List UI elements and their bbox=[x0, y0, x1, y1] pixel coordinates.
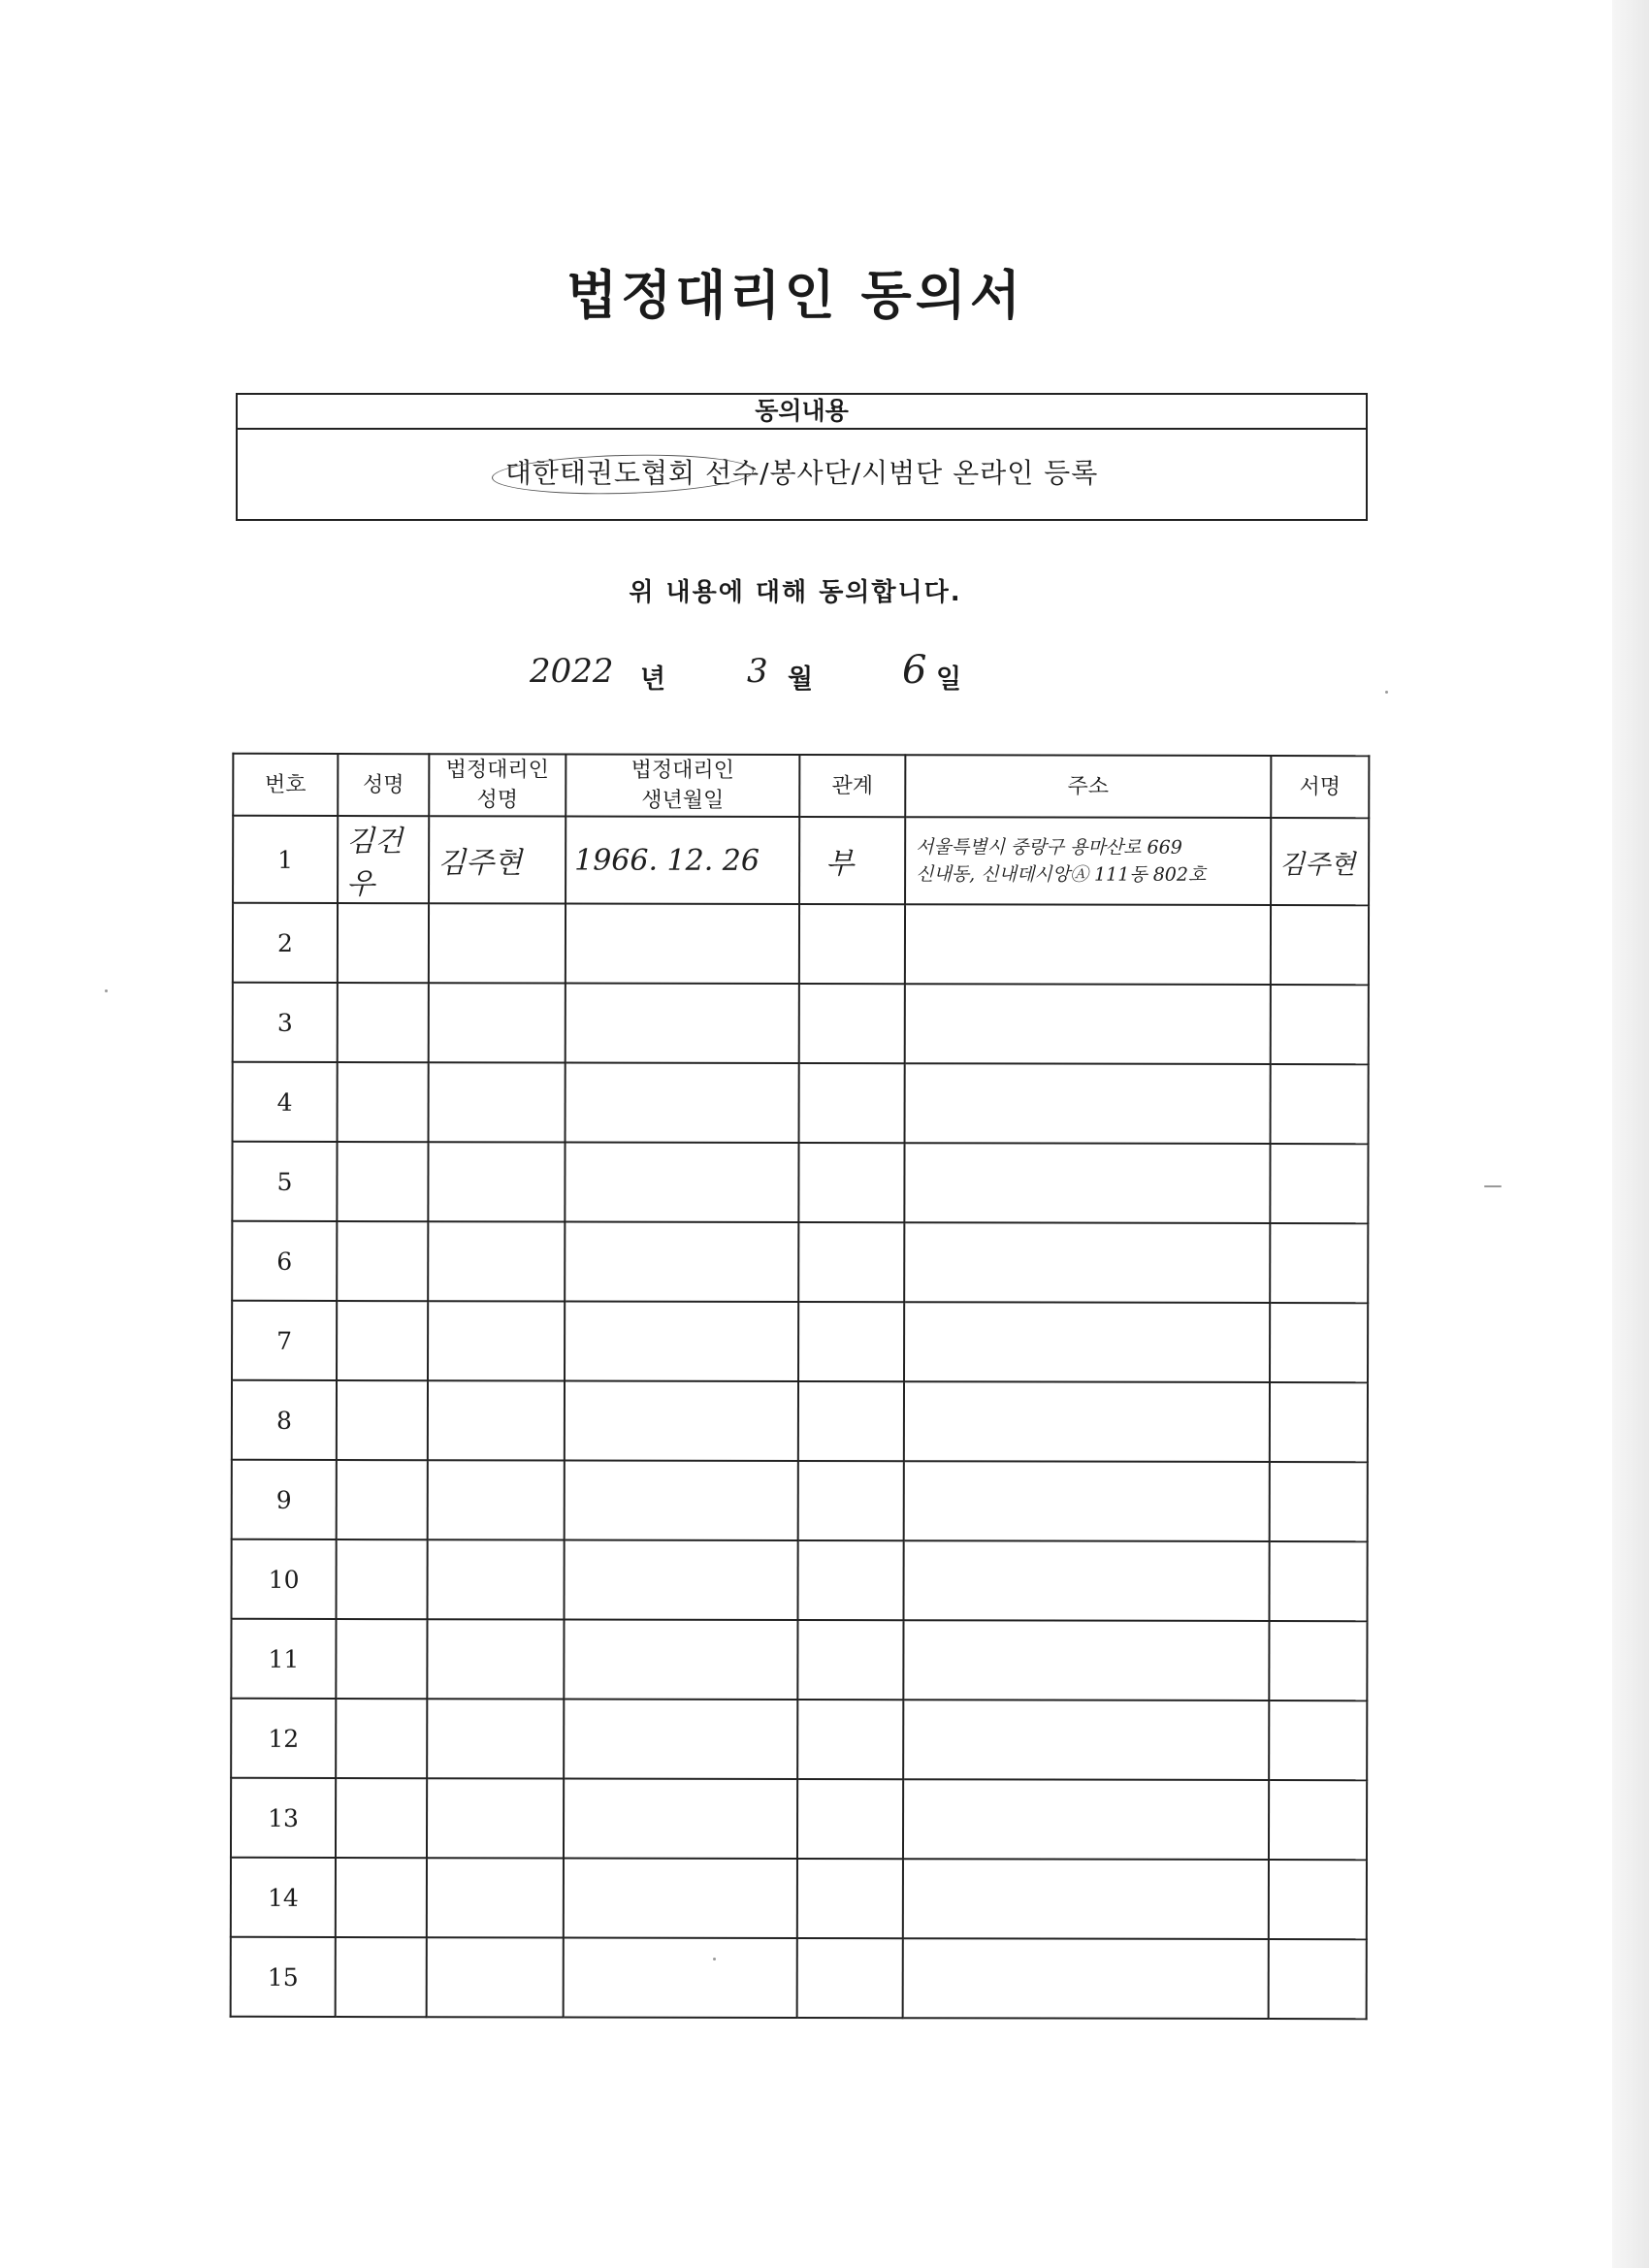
cell-address bbox=[903, 1540, 1269, 1621]
cell-relation bbox=[797, 1938, 903, 2018]
cell-signature bbox=[1270, 1144, 1368, 1223]
cell-guardian-name bbox=[428, 1221, 565, 1301]
cell-signature bbox=[1269, 1541, 1367, 1621]
cell-name bbox=[336, 1619, 427, 1699]
cell-name bbox=[336, 1858, 427, 1937]
cell-address bbox=[905, 904, 1271, 985]
consent-box bbox=[236, 393, 1368, 521]
cell-no: 8 bbox=[232, 1380, 337, 1460]
cell-guardian-birth bbox=[566, 903, 799, 984]
cell-relation bbox=[797, 1859, 903, 1938]
date-day-unit: 일 bbox=[936, 664, 962, 695]
cell-relation bbox=[797, 1620, 903, 1700]
table-row bbox=[231, 1858, 1367, 1939]
header-guardian-birth bbox=[566, 754, 799, 817]
cell-address bbox=[905, 984, 1271, 1064]
cell-no: 13 bbox=[231, 1778, 336, 1858]
cell-address bbox=[904, 1461, 1270, 1541]
scan-speck bbox=[1385, 691, 1388, 694]
cell-signature bbox=[1271, 1064, 1369, 1144]
cell-address bbox=[903, 1859, 1269, 1939]
header-no: 번호 bbox=[233, 754, 338, 816]
table-row bbox=[232, 1142, 1368, 1223]
table-row bbox=[233, 816, 1369, 905]
consent-content-area bbox=[238, 430, 1366, 517]
cell-guardian-birth bbox=[566, 1062, 799, 1143]
consent-content: 대한태권도협회 선수/봉사단/시범단 온라인 등록 bbox=[504, 457, 1099, 489]
cell-name: 김건우 bbox=[338, 816, 429, 903]
cell-name bbox=[337, 1142, 428, 1221]
cell-relation bbox=[799, 1063, 905, 1143]
cell-no: 14 bbox=[231, 1858, 336, 1937]
cell-no: 5 bbox=[232, 1142, 337, 1221]
cell-signature bbox=[1270, 1303, 1368, 1382]
cell-relation bbox=[798, 1222, 904, 1302]
cell-no: 11 bbox=[231, 1619, 336, 1699]
table-row bbox=[233, 903, 1369, 985]
table-body bbox=[231, 816, 1370, 2019]
cell-relation bbox=[798, 1302, 904, 1381]
cell-guardian-birth bbox=[565, 1301, 798, 1381]
date-line bbox=[0, 650, 1649, 698]
cell-guardian-name bbox=[428, 1142, 565, 1221]
cell-address bbox=[905, 817, 1271, 905]
cell-name bbox=[336, 1778, 427, 1858]
cell-signature: 김주현 bbox=[1271, 818, 1369, 905]
cell-address bbox=[905, 1063, 1271, 1144]
table-row bbox=[231, 1539, 1367, 1621]
table-header-row bbox=[233, 754, 1369, 818]
cell-guardian-name bbox=[427, 1858, 564, 1937]
header-relation: 관계 bbox=[799, 755, 905, 817]
cell-relation bbox=[798, 1461, 904, 1540]
cell-relation bbox=[797, 1700, 903, 1779]
cell-signature bbox=[1270, 1462, 1368, 1541]
cell-no: 10 bbox=[231, 1539, 336, 1619]
cell-guardian-name bbox=[428, 1380, 565, 1460]
address-line-2: 신내동, 신내데시앙Ⓐ 111동 802호 bbox=[916, 863, 1207, 886]
header-address: 주소 bbox=[905, 755, 1271, 818]
cell-guardian-birth: 1966. 12. 26 bbox=[566, 816, 799, 904]
date-day: 6 bbox=[902, 648, 927, 693]
cell-name bbox=[337, 1221, 428, 1301]
cell-no: 2 bbox=[233, 903, 338, 983]
cell-signature bbox=[1271, 985, 1369, 1064]
cell-name bbox=[337, 1380, 428, 1460]
date-year-unit: 년 bbox=[640, 664, 666, 695]
cell-name bbox=[337, 1460, 428, 1539]
cell-signature bbox=[1269, 1780, 1367, 1860]
cell-guardian-birth bbox=[564, 1699, 797, 1779]
cell-guardian-birth bbox=[564, 1778, 797, 1859]
cell-guardian-birth bbox=[565, 1142, 798, 1222]
cell-guardian-name bbox=[427, 1699, 564, 1778]
consent-header: 동의내용 bbox=[238, 395, 1366, 430]
cell-guardian-birth bbox=[564, 1937, 797, 2018]
cell-guardian-name bbox=[427, 1619, 564, 1699]
date-month: 3 bbox=[747, 652, 768, 691]
cell-relation: 부 bbox=[799, 817, 905, 904]
cell-signature bbox=[1271, 905, 1369, 985]
cell-relation bbox=[798, 1381, 904, 1461]
cell-relation bbox=[799, 984, 905, 1063]
cell-name bbox=[338, 903, 429, 983]
page-edge bbox=[1612, 0, 1649, 2268]
cell-address bbox=[904, 1143, 1270, 1223]
cell-signature bbox=[1269, 1621, 1367, 1701]
cell-guardian-name bbox=[427, 1778, 564, 1858]
cell-guardian-birth bbox=[564, 1858, 797, 1938]
cell-name bbox=[336, 1539, 427, 1619]
scan-speck bbox=[713, 1958, 716, 1960]
header-guardian-birth-text: 법정대리인 생년월일 bbox=[630, 758, 734, 813]
cell-guardian-birth bbox=[565, 1460, 798, 1540]
cell-guardian-name bbox=[427, 1539, 564, 1619]
date-month-unit: 월 bbox=[788, 664, 814, 695]
cell-signature bbox=[1269, 1860, 1367, 1939]
cell-address bbox=[904, 1302, 1270, 1382]
cell-relation bbox=[798, 1143, 904, 1222]
table-row bbox=[231, 1699, 1367, 1780]
cell-guardian-name: 김주현 bbox=[429, 816, 566, 903]
header-name: 성명 bbox=[338, 754, 429, 816]
table-row bbox=[232, 1380, 1368, 1462]
cell-relation bbox=[799, 904, 905, 984]
cell-no: 7 bbox=[232, 1301, 337, 1380]
cell-name bbox=[336, 1699, 427, 1778]
cell-address bbox=[904, 1222, 1270, 1303]
date-year: 2022 bbox=[530, 652, 614, 691]
cell-guardian-name bbox=[429, 983, 566, 1062]
cell-address bbox=[903, 1779, 1269, 1860]
cell-address bbox=[903, 1700, 1269, 1780]
cell-no: 4 bbox=[233, 1062, 338, 1142]
cell-name bbox=[338, 983, 429, 1062]
cell-guardian-name bbox=[429, 903, 566, 983]
cell-no: 3 bbox=[233, 983, 338, 1062]
cell-signature bbox=[1270, 1382, 1368, 1462]
cell-signature bbox=[1269, 1701, 1367, 1780]
document-title: 법정대리인 동의서 bbox=[566, 265, 1025, 326]
cell-signature bbox=[1269, 1939, 1367, 2019]
table-row bbox=[232, 1301, 1368, 1382]
header-guardian-name bbox=[429, 754, 566, 816]
header-signature: 서명 bbox=[1271, 756, 1369, 818]
scan-speck bbox=[105, 989, 108, 992]
cell-relation bbox=[797, 1540, 903, 1620]
cell-guardian-birth bbox=[565, 1380, 798, 1461]
cell-name bbox=[336, 1937, 427, 2017]
cell-address bbox=[903, 1938, 1269, 2019]
table-row bbox=[233, 983, 1369, 1064]
cell-no: 6 bbox=[232, 1221, 337, 1301]
cell-name bbox=[337, 1301, 428, 1380]
cell-guardian-name bbox=[427, 1937, 564, 2017]
agreement-statement: 위 내용에 대해 동의합니다. bbox=[629, 578, 962, 607]
table-row bbox=[231, 1619, 1367, 1701]
table-row bbox=[231, 1937, 1367, 2019]
cell-guardian-name bbox=[429, 1062, 566, 1142]
cell-guardian-name bbox=[428, 1460, 565, 1539]
table-row bbox=[233, 1062, 1369, 1144]
cell-guardian-name bbox=[428, 1301, 565, 1380]
cell-signature bbox=[1270, 1223, 1368, 1303]
cell-no: 1 bbox=[233, 816, 338, 903]
cell-guardian-birth bbox=[564, 1619, 797, 1700]
cell-name bbox=[338, 1062, 429, 1142]
cell-guardian-birth bbox=[566, 983, 799, 1063]
table-row bbox=[232, 1460, 1368, 1541]
cell-address bbox=[904, 1381, 1270, 1462]
table-row bbox=[231, 1778, 1367, 1860]
cell-address bbox=[903, 1620, 1269, 1701]
cell-no: 12 bbox=[231, 1699, 336, 1778]
cell-guardian-birth bbox=[565, 1221, 798, 1302]
address-line-1: 서울특별시 중랑구 용마산로 669 bbox=[916, 836, 1182, 859]
scan-speck bbox=[1484, 1185, 1502, 1187]
header-guardian-name-text: 법정대리인 성명 bbox=[445, 758, 549, 813]
cell-no: 9 bbox=[232, 1460, 337, 1539]
cell-no: 15 bbox=[231, 1937, 336, 2017]
cell-guardian-birth bbox=[564, 1539, 797, 1620]
cell-relation bbox=[797, 1779, 903, 1859]
table-row bbox=[232, 1221, 1368, 1303]
guardian-table bbox=[230, 753, 1371, 2020]
